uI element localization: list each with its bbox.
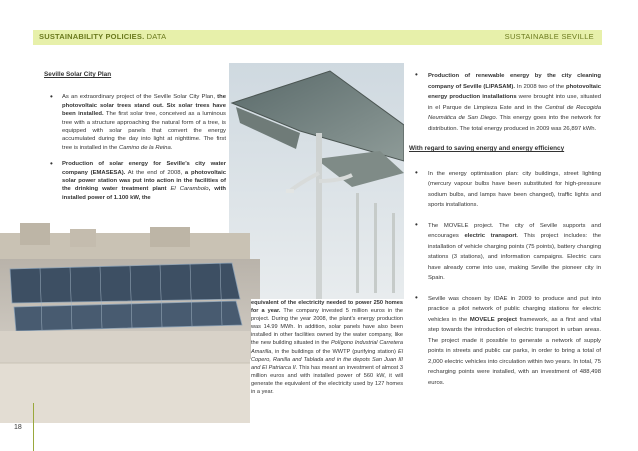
header-brand: SUSTAINABLE SEVILLE xyxy=(504,32,594,41)
paragraph-text: were brought into use, situated in el Parque de Limpieza Este and in the xyxy=(428,94,602,111)
paragraph-text: . This project includes: the installation of vehicle charging points (75 points), battery changing stations (3 stations), and information campaigns. Electric cars have already come into use, making Seville the pioneer city in Spain. xyxy=(428,233,602,281)
paragraph-bold: electric transport xyxy=(464,233,517,239)
paragraph-bold: , with installed power of 1.100 kW, the xyxy=(62,186,226,201)
paragraph-text: At the end of 2008, xyxy=(125,169,185,176)
page-number: 18 xyxy=(14,424,22,431)
paragraph-text: In the energy optimisation plan: city buildings, street lighting (mercury vapour bulbs have been substituted for high-pressure sodium bulbs, and lamps have been changed), traffic lights and sports installations. xyxy=(428,170,601,208)
paragraph-italic: Camino de la Reina xyxy=(118,144,171,151)
paragraph-bold: MOVELE project xyxy=(469,316,517,323)
paragraph-text: The MOVELE project. The city of Seville supports and encourages xyxy=(428,222,601,239)
paragraph-italic: El Copero, Ranilla and Tablada and in the depots San Juan III and El Patriarca II xyxy=(251,348,403,371)
paragraph-text: In 2008 two of the xyxy=(515,83,566,90)
paragraph-italic: Polígono Industrial Carretera Amarilla xyxy=(251,340,403,355)
paragraph-bold: equivalent of the electricity needed to power 250 homes for a year. xyxy=(251,300,403,315)
paragraph-text: As an extraordinary project of the Seville Solar City Plan, xyxy=(62,94,218,101)
paragraph-italic: Central de Recogida Neumática de San Diego xyxy=(428,104,601,121)
header-section-title xyxy=(39,32,166,41)
paragraph-text: Seville was chosen by IDAE in 2009 to produce and put into practice a pilot network of public charging stations for electric vehicles in the xyxy=(428,295,601,323)
page-margin-line xyxy=(33,403,34,451)
paragraph-bold: a photovoltaic solar power station was put into action in the facilities of the drinking water treatment plant xyxy=(62,169,226,193)
list-item-movele xyxy=(409,221,601,284)
paragraph-text: The first solar tree, conceived as a luminous tree with a structure approaching the natural form of a tree, is equipped with solar panels that convert the energy accumulated during the day into light at nighttime. The first tree is installed in the xyxy=(62,111,226,151)
list-item-optimisation xyxy=(409,169,601,211)
paragraph-text: . This energy goes into the network for distribution. The total energy produced in 2009 was 26,897 kWh. xyxy=(428,115,601,132)
list-item-idae xyxy=(409,294,601,389)
middle-column xyxy=(251,299,403,396)
paragraph-text: . xyxy=(170,144,173,151)
page-header xyxy=(33,30,602,45)
paragraph-text: framework, as a first and vital step towards the introduction of electric transport in urban areas. The project made it possible to generate a network of supply points in streets and public car parks, in order to bring a total of 2,000 electric vehicles into circulation within two years. In total, 75 recharging points were installed, with an investment of 488,498 euros. xyxy=(428,316,602,386)
list-item-solar-trees xyxy=(44,93,226,152)
paragraph-text: The company invested 5 million euros in the project. During the year 2008, the plant’s energy production was 14.99 MWh. In addition, solar panels have also been installed in other facilities owned by the water company, like the new building situated in the xyxy=(251,308,404,347)
paragraph-text: , in the buildings of the WWTP (purifying station) xyxy=(271,348,399,355)
paragraph-italic: El Carambolo xyxy=(170,186,209,193)
header-title: SUSTAINABILITY POLICIES. xyxy=(39,32,145,41)
right-column xyxy=(409,71,601,398)
paragraph-bold: the photovoltaic solar trees stand out. Six solar trees have been installed. xyxy=(62,94,226,118)
section-title-energy-efficiency: With regard to saving energy and energy efficiency xyxy=(409,145,565,152)
paragraph-bold: Production of solar energy for Seville’s city water company (EMASESA). xyxy=(62,161,226,176)
paragraph-bold: photovoltaic energy production installations xyxy=(428,83,601,100)
header-subtitle: DATA xyxy=(146,32,167,41)
list-item-lipasam xyxy=(409,71,601,134)
paragraph-text: . This has meant an investment of almost 3 million euros and with installed power of 560 kW, it will generate the equivalent of the electricity used by 127 homes in a year. xyxy=(251,364,403,396)
section-title-solar-city: Seville Solar City Plan xyxy=(44,71,112,78)
paragraph-bold: Production of renewable energy by the city cleaning company of Seville (LIPASAM). xyxy=(428,73,601,90)
list-item-emasesa xyxy=(44,160,226,202)
left-column xyxy=(44,71,226,210)
